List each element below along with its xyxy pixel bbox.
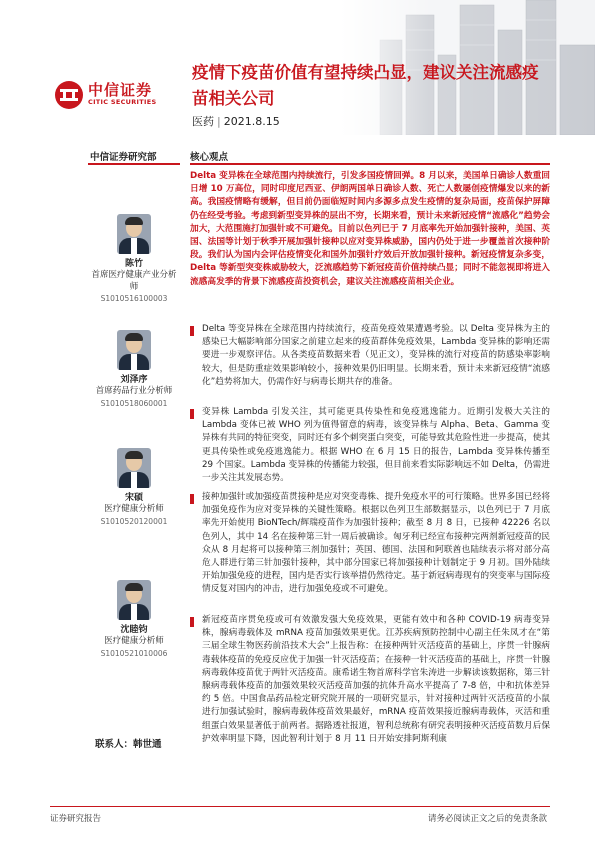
citic-logo-icon xyxy=(54,80,84,110)
analyst-card xyxy=(88,580,180,659)
bullet-marker xyxy=(190,494,194,504)
logo-chinese-name: 中信证券 xyxy=(88,81,153,99)
analyst-photo xyxy=(117,330,151,370)
report-title: 疫情下疫苗价值有望持续凸显，建议关注流感疫苗相关公司 xyxy=(192,63,539,108)
report-meta xyxy=(192,113,280,129)
report-date: 2021.8.15 xyxy=(223,115,280,128)
paragraph-text: 接种加强针或加强疫苗贯接种是应对突变毒株、提升免疫水平的可行策略。世界多国已经将加强免疫作为应对变异株的关键性策略。根据以色列卫生部数据显示，以色列已于 7 月底率先开始使用 BioNTech/辉瑞疫苗作为加强针接种；截至 8 月 8 日，已接种 42226 名以色列人，其中 14 名在接种第三针一周后被确诊。匈牙利已经宣布接种完两剂新冠疫苗的民众从 8 月起将可以接种第三剂加强针；英国、德国、法国和阿联酋也陆续表示将对部分高危人群进行第三针加强针接种，其中部分国家已将加强接种计划制定于 9 月初。国外陆续开始加强免疫的进程，国内是否实行该举措仍然待定。基于新冠病毒现有的突变率与国际疫情反复对国内的冲击，进行加强免疫或不可避免。 xyxy=(202,492,550,595)
analyst-photo xyxy=(117,580,151,620)
analyst-photo xyxy=(117,214,151,254)
body-paragraph xyxy=(190,491,550,597)
analyst-role: 医疗健康分析师 xyxy=(104,504,164,514)
contact-person: 联系人：韩世通 xyxy=(95,739,162,750)
analyst-role: 首席医疗健康产业分析师 xyxy=(91,270,177,292)
body-paragraph xyxy=(190,323,550,389)
paragraph-text: 新冠疫苗序贯免疫或可有效激发强大免疫效果，更能有效中和各种 COVID-19 病毒变异株，腺病毒载体及 mRNA 疫苗加强效果更优。江苏疾病预防控制中心副主任朱凤才在“第三届全球生物医药前沿技术大会”上报告称：在接种两针灭活疫苗的基础上，序贯一针腺病毒载体疫苗的免疫反应优于加强一针灭活疫苗；在接种一针灭活疫苗的基础上，序贯一针腺病毒载体疫苗优于两针灭活疫苗。康希诺生物首席科学官朱涛进一步解读该数据称，第三针腺病毒载体疫苗的加强效果较灭活疫苗加强的抗体升高水平提高了 7-8 倍，中和抗体差异约 5 倍。中国食品药品检定研究院开展的一项研究显示，针对接种过两针灭活疫苗的小鼠进行加强试验时，腺病毒载体疫苗效果最好，mRNA 疫苗效果接近腺病毒载体，灭活和重组蛋白效果显著低于前两者。据路透社报道，智利总统称有研究表明接种灭活疫苗数月后保护效率明显下降，因此智利计划于 8 月 11 日开始安排阿斯利康 xyxy=(202,615,550,744)
analyst-name: 刘泽序 xyxy=(120,375,148,385)
main-heading-rule xyxy=(190,163,550,165)
analyst-license-id: S1010518060001 xyxy=(100,398,168,408)
footer-disclaimer: 请务必阅读正文之后的免责条款 xyxy=(427,814,547,824)
core-summary: Delta 变异株在全球范围内持续流行，引发多国疫情回弹。8 月以来，美国单日确诊人数重回日增 10 万高位，同时印度尼西亚、伊朗两国单日确诊人数、死亡人数屡创疫情爆发以来的新高。我国疫情略有缓解，但目前仍面临短时间内多源多点发生疫情的复杂局面，疫苗保护屏障仍在经受考验。考虑到新型变异株的层出不穷，长期来看，预计未来新冠疫情“流感化”趋势会加大，大范围施打加强针或不可避免。目前以色列已于 7 月底率先开始加强针接种，美国、英国、法国等计划于秋季开展加强针接种以应对变异株威胁，国内仍处于进一步覆盖首次接种阶段。我们认为国内会评估疫情变化和国外加强针疗效后开放加强针接种。新冠疫情复杂多变，Delta 等新型突变株威胁较大，泛流感趋势下新冠疫苗价值持续凸显；同时不能忽视即将进入流感高发季的背景下流感疫苗投资机会，建议关注流感疫苗相关企业。 xyxy=(190,171,550,287)
body-paragraph xyxy=(190,406,550,485)
analyst-license-id: S1010520120001 xyxy=(100,516,168,526)
paragraph-text: 变异株 Lambda 引发关注，其可能更具传染性和免疫逃逸能力。近期引发极大关注的 Lambda 变体已被 WHO 列为值得留意的病毒，该变异株与 Alpha、Beta、Gamma 变异株有共同的特征突变，同时还有多个刺突蛋白突变，可能导致其危险性进一步提高，使其更具传染性或免疫逃逸能力。根据 WHO 在 6 月 15 日的报告，Lambda 变异株传播至 29 个国家。Lambda 变异株的传播能力较强，但目前来看实际影响远不如 Delta，仍需进一步关注其发展态势。 xyxy=(202,407,550,484)
logo-english-name: CITIC SECURITIES xyxy=(88,98,157,106)
bullet-marker xyxy=(190,409,194,419)
footer-left-text: 证券研究报告 xyxy=(50,814,102,824)
sidebar-heading: 中信证券研究部 xyxy=(90,152,157,163)
main-heading: 核心观点 xyxy=(190,152,229,163)
analyst-license-id: S1010521010006 xyxy=(100,648,168,658)
bullet-marker xyxy=(190,617,194,627)
sidebar-heading-rule xyxy=(88,163,180,165)
footer-rule xyxy=(50,806,550,807)
analyst-role: 首席药品行业分析师 xyxy=(95,386,173,396)
body-paragraph xyxy=(190,614,550,746)
bullet-marker xyxy=(190,326,194,336)
analyst-license-id: S1010516100003 xyxy=(100,294,168,303)
meta-divider: | xyxy=(217,115,221,128)
analyst-card xyxy=(88,330,180,409)
analyst-photo xyxy=(117,448,151,488)
analyst-name: 陈竹 xyxy=(124,259,143,269)
paragraph-text: Delta 等变异株在全球范围内持续流行，疫苗免疫效果遭遇考验。以 Delta 变异株为主的感染已大幅影响部分国家之前建立起来的疫苗群体免疫效果，Lambda 变异株的影响还需要进一步观察评估。从各类疫苗数据来看（见正文），变异株的流行对疫苗的防感染率影响较大，但是防重症效果影响较小，接种效果仍旧明显。长期来看，预计未来新冠疫情“流感化”趋势将加大，仍需作好与病毒长期共存的准备。 xyxy=(202,324,550,387)
analyst-name: 宋硕 xyxy=(124,493,143,503)
analyst-role: 医疗健康分析师 xyxy=(104,636,164,646)
analyst-card xyxy=(88,448,180,527)
analyst-name: 沈睦钧 xyxy=(120,625,148,635)
analyst-card xyxy=(88,214,180,304)
report-sector: 医药 xyxy=(192,115,214,128)
